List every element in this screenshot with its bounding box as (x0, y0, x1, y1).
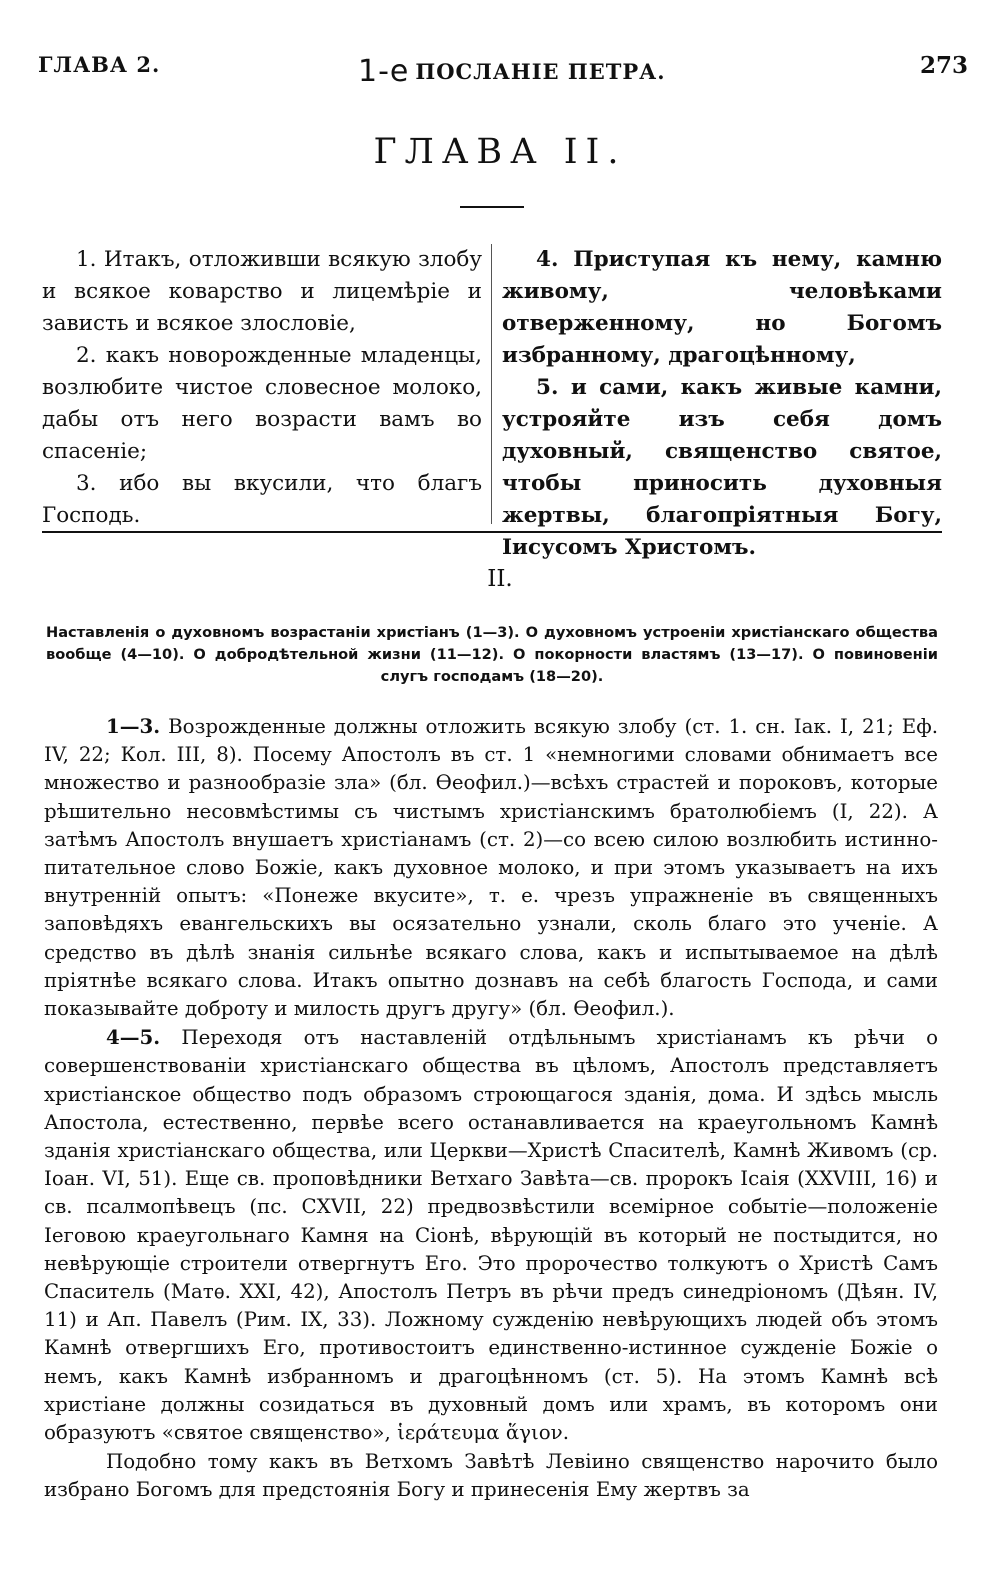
verse: 2. какъ новорожденные младенцы, возлюбите чистое словесное молоко, дабы отъ него возрасти вамъ во спасеніе; (42, 343, 482, 464)
commentary-text: Переходя отъ наставленій отдѣльнымъ христіанамъ къ рѣчи о совершенствованіи христіанскаго общества въ цѣломъ, Апостолъ представляетъ христіанское общество подъ образомъ строющагося зданія, дома. И здѣсь мысль Апостола, естественно, первѣе всего останавливается на краеугольномъ Камнѣ зданія христіанскаго общества, или Церкви—Христѣ Спасителѣ, Камнѣ Живомъ (ср. Іоан. VI, 51). Еще св. проповѣдники Ветхаго Завѣта—св. пророкъ Ісаія (XXVIII, 16) и св. псалмопѣвецъ (пс. CXVII, 22) предвозвѣстили всемірное событіе—положеніе Іеговою краеугольнаго Камня на Сіонѣ, вѣрующій въ который не постыдится, но невѣрующіе строители отвергнутъ Его. Это пророчество толкуютъ о Христѣ Самъ Спаситель (Матѳ. XXI, 42), Апостолъ Петръ въ рѣчи предъ синедріономъ (Дѣян. IV, 11) и Ап. Павелъ (Рим. IX, 33). Ложному сужденію невѣрующихъ людей объ этомъ Камнѣ отвергшихъ Его, противостоитъ единственно-истинное сужденіе Божіе о немъ, какъ Камнѣ избранномъ и драгоцѣнномъ (ст. 5). На этомъ Камнѣ всѣ христіане должны созидаться въ духовный домъ или храмъ, въ которомъ они образуютъ «святое священство», ἱεράτευμα ἅγιον. (44, 1026, 938, 1445)
scripture-bottom-rule (42, 531, 942, 533)
chapter-title: ГЛАВА II. (373, 132, 627, 172)
commentary (44, 712, 938, 1505)
commentary-paragraph (44, 1447, 938, 1504)
commentary-paragraph (44, 712, 938, 1023)
commentary-text: Подобно тому какъ въ Ветхомъ Завѣтѣ Левіино священство нарочито было избрано Богомъ для предстоянія Богу и принесенія Ему жертвъ за (44, 1450, 938, 1502)
scripture-column-right (502, 244, 942, 564)
scripture-column-left (42, 244, 482, 532)
verse: 3. ибо вы вкусили, что благъ Господь. (42, 471, 482, 528)
handwritten-note: 1-е (358, 54, 410, 89)
commentary-text: Возрожденные должны отложить всякую злобу (ст. 1. сн. Іак. I, 21; Еф. IV, 22; Кол. III, 8). Посему Апостолъ въ ст. 1 «немногими словами обнимаетъ все множество и разнообразіе зла» (бл. Ѳеофил.)—всѣхъ страстей и пороковъ, которые рѣшительно несовмѣстимы съ чистымъ христіанскимъ братолюбіемъ (I, 22). А затѣмъ Апостолъ внушаетъ христіанамъ (ст. 2)—со всею силою возлюбить истинно-питательное слово Божіе, какъ духовное молоко, и при этомъ указываетъ на ихъ внутренній опытъ: «Понеже вкусите», т. е. чрезъ упражненіе въ священныхъ заповѣдяхъ евангельскихъ вы осязательно узнали, сколь благо это ученіе. А средство въ дѣлѣ знанія сильнѣе всякаго слова, какъ и испытываемое на дѣлѣ пріятнѣе всякаго слова. Итакъ опытно дознавъ на себѣ благость Господа, и сами показывайте доброту и милость другъ другу» (бл. Ѳеофил.). (44, 715, 938, 1021)
column-divider (491, 244, 492, 524)
page-number: 273 (919, 52, 968, 79)
verse: 1. Итакъ, отложивши всякую злобу и всякое коварство и лицемѣріе и зависть и всякое злословіе, (42, 247, 482, 336)
title-divider (460, 206, 524, 208)
section-summary: Наставленія о духовномъ возрастаніи христіанъ (1—3). О духовномъ устроеніи христіанскаго общества вообще (4—10). О добродѣтельной жизни (11—12). О покорности властямъ (13—17). О повиновеніи слугъ господамъ (18—20). (46, 624, 938, 685)
verse-reference: 4—5. (106, 1025, 161, 1050)
header-book-title (358, 52, 666, 87)
header-chapter: ГЛАВА 2. (38, 52, 161, 77)
verse: 4. Приступая къ нему, камню живому, человѣками отверженному, но Богомъ избранному, драгоцѣнному, (502, 247, 942, 368)
scripture-text (42, 244, 942, 560)
section-number: II. (487, 566, 513, 592)
running-header (38, 52, 968, 89)
commentary-paragraph (44, 1023, 938, 1447)
verse: 5. и сами, какъ живые камни, устрояйте изъ себя домъ духовный, священство святое, чтобы приносить духовныя жертвы, благопріятныя Богу, Іисусомъ Христомъ. (502, 375, 942, 560)
header-book-name: ПОСЛАНІЕ ПЕТРА. (415, 59, 666, 84)
verse-reference: 1—3. (106, 714, 161, 738)
